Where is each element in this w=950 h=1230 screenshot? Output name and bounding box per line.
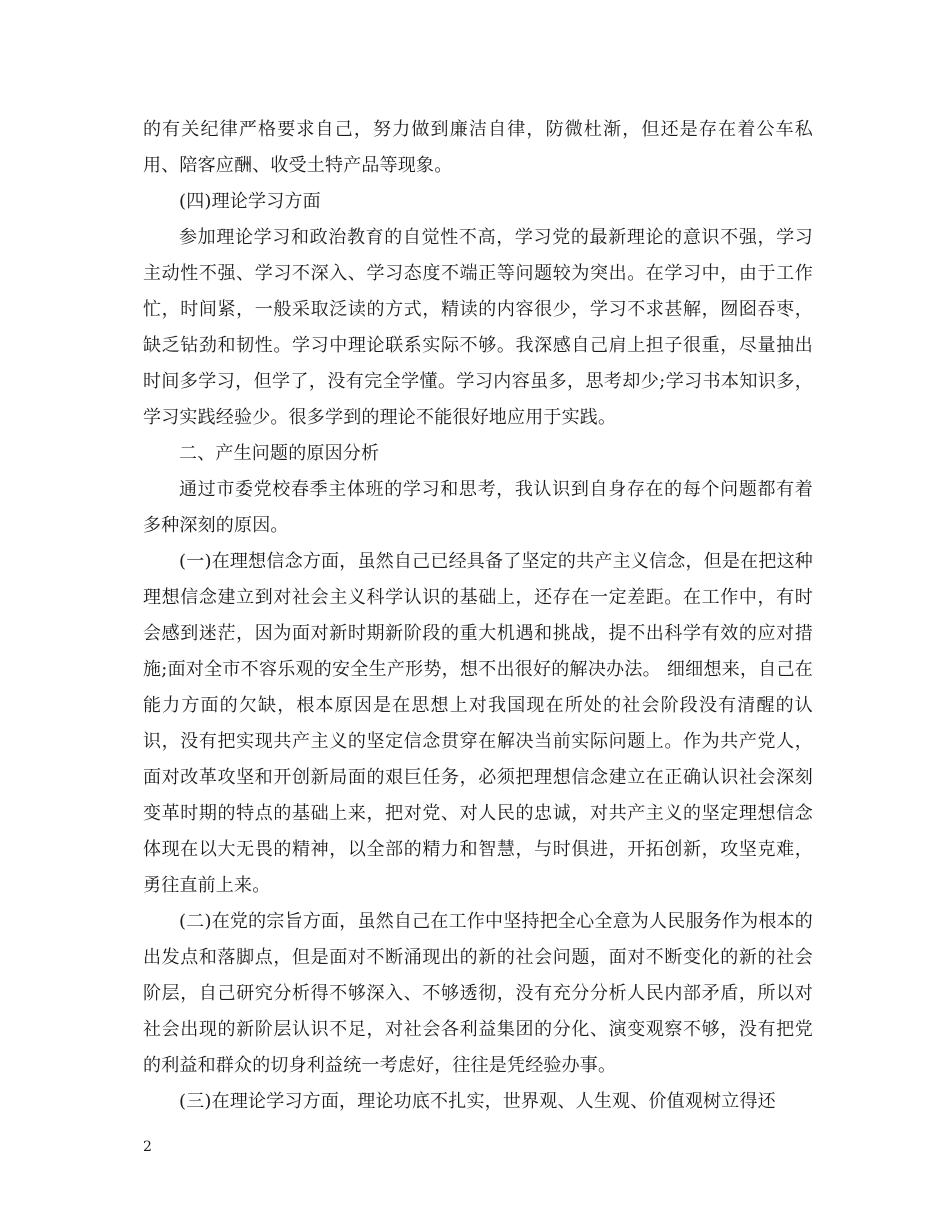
paragraph-theory-learning: (三)在理论学习方面，理论功底不扎实，世界观、人生观、价值观树立得还 <box>179 1091 776 1112</box>
paragraph-1: 的有关纪律严格要求自己，努力做到廉洁自律，防微杜渐，但还是存在着公车私用、陪客应酬、收受土特产品等现象。 <box>143 119 813 176</box>
paragraph-ideal-belief: (一)在理想信念方面，虽然自己已经具备了坚定的共产主义信念，但是在把这种理想信念建立到对社会主义科学认识的基础上，还存在一定差距。在工作中，有时会感到迷茫，因为面对新时期新阶段的重大机遇和挑战，提不出科学有效的应对措施;面对全市不容乐观的安全生产形势，想不出很好的解决办法。 细细想来，自己在能力方面的欠缺，根本原因是在思想上对我国现在所处的社会阶段没有清醒的认识，没有把实现共产主义的坚定信念贯穿在解决当前实际问题上。作为共产党人，面对改革攻坚和开创新局面的艰巨任务，必须把理想信念建立在正确认识社会深刻变革时期的特点的基础上来，把对党、对人民的忠诚，对共产主义的坚定理想信念体现在以大无畏的精神，以全部的精力和智慧，与时俱进，开拓创新，攻坚克难，勇往直前上来。 <box>143 551 813 896</box>
section-heading-cause-analysis: 二、产生问题的原因分析 <box>179 443 380 464</box>
paragraph-party-purpose: (二)在党的宗旨方面，虽然自己在工作中坚持把全心全意为人民服务作为根本的出发点和落脚点，但是面对不断涌现出的新的社会问题，面对不断变化的新的社会阶层，自己研究分析得不够深入、不够透彻，没有充分分析人民内部矛盾，所以对社会出现的新阶层认识不足，对社会各利益集团的分化、演变观察不够，没有把党的利益和群众的切身利益统一考虑好，往往是凭经验办事。 <box>143 911 813 1076</box>
section-heading-theory-study: (四)理论学习方面 <box>179 191 321 212</box>
page-number: 2 <box>143 1139 152 1155</box>
paragraph-cause-intro: 通过市委党校春季主体班的学习和思考，我认识到自身存在的每个问题都有着多种深刻的原因。 <box>143 479 813 536</box>
document-body <box>143 112 813 1120</box>
paragraph-theory-study: 参加理论学习和政治教育的自觉性不高，学习党的最新理论的意识不强，学习主动性不强、学习不深入、学习态度不端正等问题较为突出。在学习中，由于工作忙，时间紧，一般采取泛读的方式，精读的内容很少，学习不求甚解，囫囵吞枣，缺乏钻劲和韧性。学习中理论联系实际不够。我深感自己肩上担子很重，尽量抽出时间多学习，但学了，没有完全学懂。学习内容虽多，思考却少;学习书本知识多，学习实践经验少。很多学到的理论不能很好地应用于实践。 <box>143 227 813 428</box>
